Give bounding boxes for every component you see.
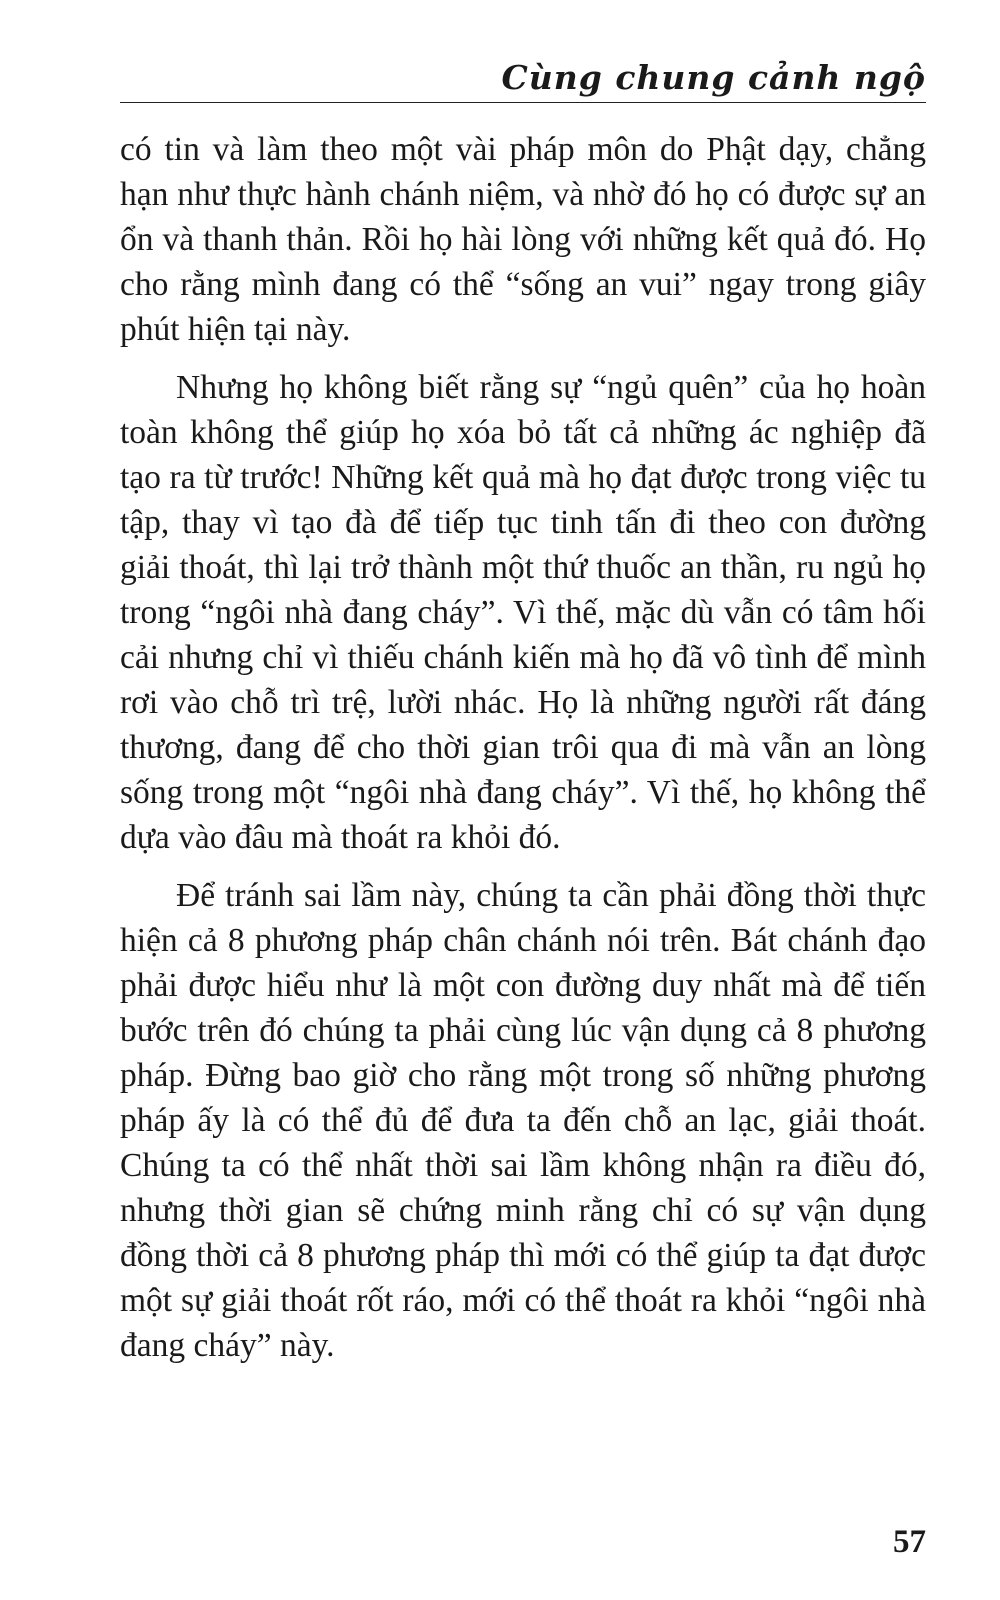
page-number: 57 [893,1524,926,1560]
paragraph: Để tránh sai lầm này, chúng ta cần phải đồng thời thực hiện cả 8 phương pháp chân chánh nói trên. Bát chánh đạo phải được hiểu như là một con đường duy nhất mà để tiến bước trên đó chúng ta phải cùng lúc vận dụng cả 8 phương pháp. Đừng bao giờ cho rằng một trong số những phương pháp ấy là có thể đủ để đưa ta đến chỗ an lạc, giải thoát. Chúng ta có thể nhất thời sai lầm không nhận ra điều đó, nhưng thời gian sẽ chứng minh rằng chỉ có sự vận dụng đồng thời cả 8 phương pháp thì mới có thể giúp ta đạt được một sự giải thoát rốt ráo, mới có thể thoát ra khỏi “ngôi nhà đang cháy” này. [120,877,926,1364]
body-text [120,127,926,1368]
paragraph: Nhưng họ không biết rằng sự “ngủ quên” của họ hoàn toàn không thể giúp họ xóa bỏ tất cả những ác nghiệp đã tạo ra từ trước! Những kết quả mà họ đạt được trong việc tu tập, thay vì tạo đà để tiếp tục tinh tấn đi theo con đường giải thoát, thì lại trở thành một thứ thuốc an thần, ru ngủ họ trong “ngôi nhà đang cháy”. Vì thế, mặc dù vẫn có tâm hối cải nhưng chỉ vì thiếu chánh kiến mà họ đã vô tình để mình rơi vào chỗ trì trệ, lười nhác. Họ là những người rất đáng thương, đang để cho thời gian trôi qua đi mà vẫn an lòng sống trong một “ngôi nhà đang cháy”. Vì thế, họ không thể dựa vào đâu mà thoát ra khỏi đó. [120,369,926,856]
running-header [120,58,926,103]
running-title: Cùng chung cảnh ngộ [501,58,926,97]
paragraph: có tin và làm theo một vài pháp môn do Phật dạy, chẳng hạn như thực hành chánh niệm, và nhờ đó họ có được sự an ổn và thanh thản. Rồi họ hài lòng với những kết quả đó. Họ cho rằng mình đang có thể “sống an vui” ngay trong giây phút hiện tại này. [120,131,926,348]
